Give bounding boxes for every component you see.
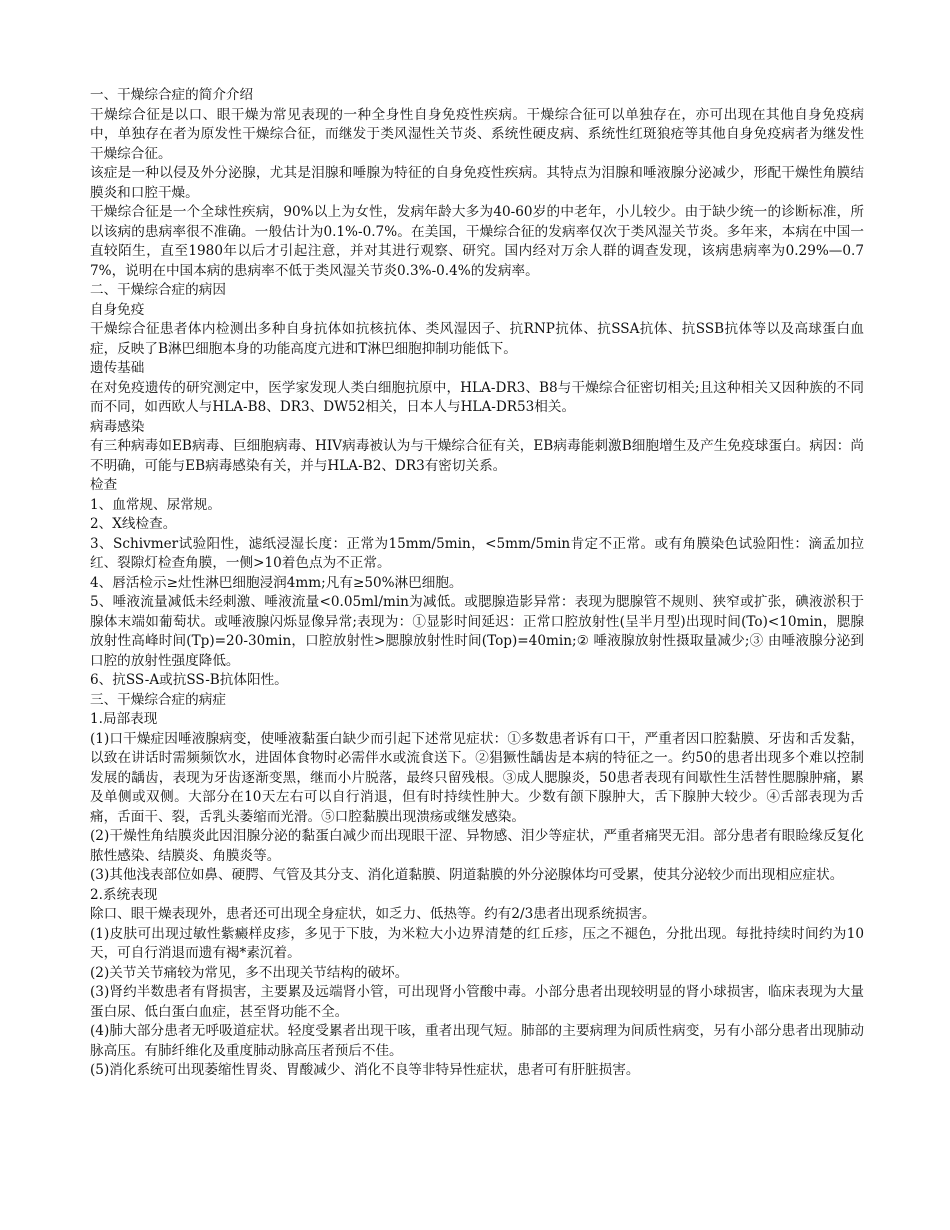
subheading-virus: 病毒感染 xyxy=(90,418,145,435)
list-item: 6、抗SS-A或抗SS-B抗体阳性。 xyxy=(90,672,288,688)
paragraph: 除口、眼干燥表现外，患者还可出现全身症状，如乏力、低热等。约有2/3患者出现系统损害。 xyxy=(90,906,656,922)
paragraph: 该症是一种以侵及外分泌腺，尤其是泪腺和唾腺为特征的自身免疫性疾病。其特点为泪腺和唾液腺分泌减少，形配干燥性角膜结膜炎和口腔干燥。 xyxy=(90,165,864,201)
paragraph: 干燥综合征患者体内检测出多种自身抗体如抗核抗体、类风湿因子、抗RNP抗体、抗SSA抗体、抗SSB抗体等以及高球蛋白血症，反映了B淋巴细胞本身的功能高度亢进和T淋巴细胞抑制功能低下。 xyxy=(90,321,864,357)
paragraph: 在对免疫遗传的研究测定中，医学家发现人类白细胞抗原中，HLA-DR3、B8与干燥综合征密切相关;且这种相关又因种族的不同而不同，如西欧人与HLA-B8、DR3、DW52相关，日本人与HLA-DR53相关。 xyxy=(90,379,864,415)
paragraph: (1)皮肤可出现过敏性紫癜样皮疹，多见于下肢，为米粒大小边界清楚的红丘疹，压之不褪色，分批出现。每批持续时间约为10天，可自行消退而遗有褐*素沉着。 xyxy=(90,925,864,961)
subheading-local: 1.局部表现 xyxy=(90,711,158,727)
paragraph: (1)口干燥症因唾液腺病变，使唾液黏蛋白缺少而引起下述常见症状：①多数患者诉有口干，严重者因口腔黏膜、牙齿和舌发黏，以致在讲话时需频频饮水，进固体食物时必需伴水或流食送下。②猖獗性龋齿是本病的特征之一。约50的患者出现多个难以控制发展的龋齿，表现为牙齿逐渐变黑，继而小片脱落，最终只留残根。③成人腮腺炎，50患者表现有间歇性生活替性腮腺肿痛，累及单侧或双侧。大部分在10天左右可以自行消退，但有时持续性肿大。少数有颌下腺肿大，舌下腺肿大较少。④舌部表现为舌痛，舌面干、裂，舌乳头萎缩而光滑。⑤口腔黏膜出现溃疡或继发感染。 xyxy=(90,730,864,825)
section-heading-symptoms: 三、干燥综合症的病症 xyxy=(90,691,226,708)
paragraph: (5)消化系统可出现萎缩性胃炎、胃酸减少、消化不良等非特异性症状，患者可有肝脏损害。 xyxy=(90,1062,640,1078)
paragraph: (2)干燥性角结膜炎此因泪腺分泌的黏蛋白减少而出现眼干涩、异物感、泪少等症状，严重者痛哭无泪。部分患者有眼睑缘反复化脓性感染、结膜炎、角膜炎等。 xyxy=(90,828,864,864)
list-item: 4、唇活检示≥灶性淋巴细胞浸润4mm;凡有≥50%淋巴细胞。 xyxy=(90,574,463,591)
section-heading-causes: 二、干燥综合症的病因 xyxy=(90,282,226,298)
section-heading-intro: 一、干燥综合症的简介介绍 xyxy=(90,87,254,103)
paragraph: (2)关节关节痛较为常见，多不出现关节结构的破坏。 xyxy=(90,964,409,981)
paragraph: 干燥综合征是以口、眼干燥为常见表现的一种全身性自身免疫性疾病。干燥综合征可以单独存在，亦可出现在其他自身免疫病中，单独存在者为原发性干燥综合征，而继发于类风湿性关节炎、系统性硬皮病、系统性红斑狼疮等其他自身免疫病者为继发性干燥综合征。 xyxy=(90,106,864,162)
subheading-systemic: 2.系统表现 xyxy=(90,886,158,903)
paragraph: (4)肺大部分患者无呼吸道症状。轻度受累者出现干咳，重者出现气短。肺部的主要病理为间质性病变，另有小部分患者出现肺动脉高压。有肺纤维化及重度肺动脉高压者预后不佳。 xyxy=(90,1023,864,1059)
list-item: 3、Schivmer试验阳性，滤纸浸湿长度：正常为15mm/5min，<5mm/5min肯定不正常。或有角膜染色试验阳性：滴孟加拉红、裂隙灯检查角膜，一侧>10着色点为不正常。 xyxy=(90,535,864,571)
paragraph: 有三种病毒如EB病毒、巨细胞病毒、HIV病毒被认为与干燥综合征有关，EB病毒能刺激B细胞增生及产生免疫球蛋白。病因：尚不明确，可能与EB病毒感染有关，并与HLA-B2、DR3有密切关系。 xyxy=(90,438,864,474)
subheading-examination: 检查 xyxy=(90,477,118,493)
paragraph: (3)肾约半数患者有肾损害，主要累及远端肾小管，可出现肾小管酸中毒。小部分患者出现较明显的肾小球损害，临床表现为大量蛋白尿、低白蛋白血症，甚至肾功能不全。 xyxy=(90,984,864,1020)
paragraph: (3)其他浅表部位如鼻、硬腭、气管及其分支、消化道黏膜、阴道黏膜的外分泌腺体均可受累，使其分泌较少而出现相应症状。 xyxy=(90,867,844,883)
list-item: 2、X线检查。 xyxy=(90,516,177,532)
paragraph: 干燥综合征是一个全球性疾病，90%以上为女性，发病年龄大多为40-60岁的中老年，小儿较少。由于缺少统一的诊断标准，所以该病的患病率很不准确。一般估计为0.1%-0.7%。在美国，干燥综合征的发病率仅次于类风湿关节炎。多年来，本病在中国一直较陌生，直至1980年以后才引起注意，并对其进行观察、研究。国内经对万余人群的调查发现，该病患病率为0.29%—0.77%，说明在中国本病的患病率不低于类风湿关节炎0.3%-0.4%的发病率。 xyxy=(90,204,864,279)
subheading-genetics: 遗传基础 xyxy=(90,360,145,376)
list-item: 1、血常规、尿常规。 xyxy=(90,496,221,513)
list-item: 5、唾液流量减低未经刺激、唾液流量<0.05ml/min为减低。或腮腺造影异常：表现为腮腺管不规则、狭窄或扩张，碘液淤积于腺体末端如葡萄状。或唾液腺闪烁显像异常;表现为：①显影时间延迟：正常口腔放射性(呈半月型)出现时间(To)<10min，腮腺放射性高峰时间(Tp)=20-30min，口腔放射性>腮腺放射性时间(Top)=40min;② 唾液腺放射性摄取量减少;③ 由唾液腺分泌到口腔的放射性强度降低。 xyxy=(90,594,864,669)
subheading-autoimmune: 自身免疫 xyxy=(90,301,145,318)
